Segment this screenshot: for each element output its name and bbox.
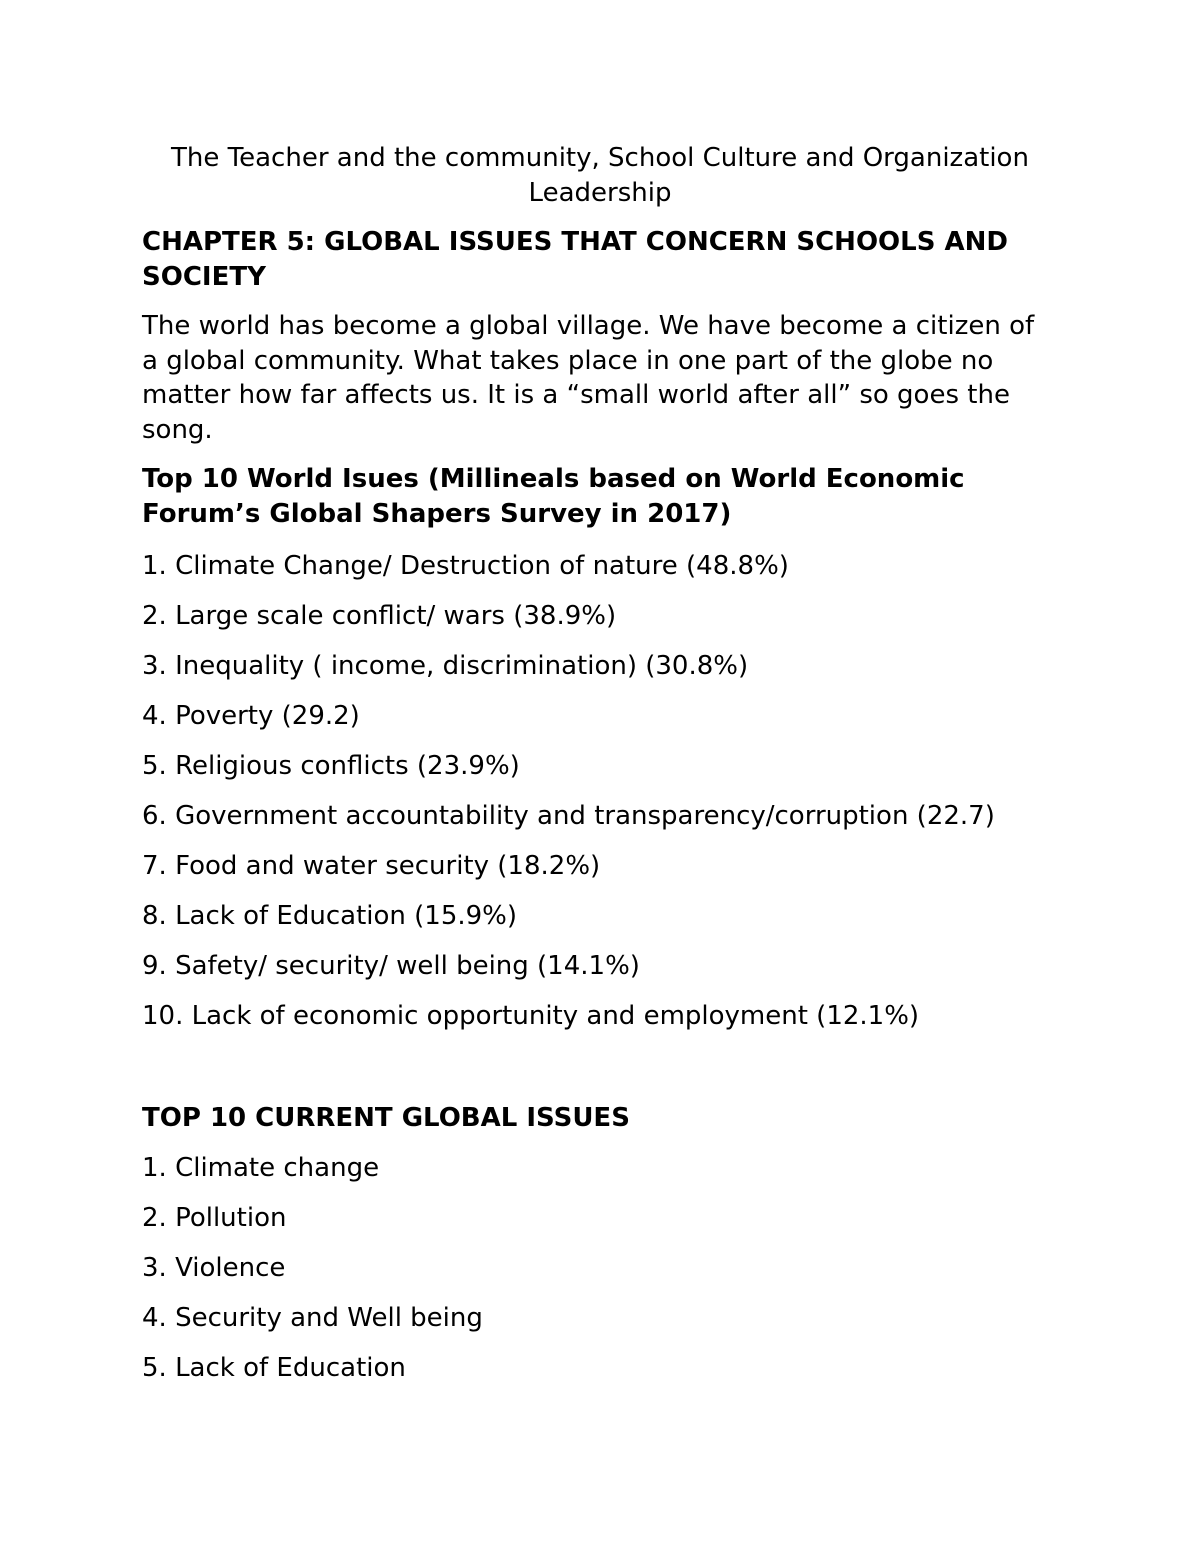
blank-line — [142, 1034, 1058, 1084]
world-issues-heading: Top 10 World Isues (Millineals based on World Economic Forum’s Global Shapers Survey in 2017) — [142, 464, 965, 529]
intro-paragraph: The world has become a global village. We have become a citizen of a global community. What takes place in one part of the globe no matter how far affects us. It is a “small world after all” so goes the song. — [142, 311, 1035, 445]
current-issues-list — [142, 1151, 1058, 1386]
list-item: 1. Climate change — [142, 1152, 380, 1183]
list-item: 1. Climate Change/ Destruction of nature (48.8%) — [142, 551, 789, 581]
current-issues-heading: TOP 10 CURRENT GLOBAL ISSUES — [142, 1102, 630, 1133]
list-item: 5. Religious conflicts (23.9%) — [142, 751, 520, 781]
document-title-line2: Leadership — [528, 177, 672, 208]
list-item: 7. Food and water security (18.2%) — [142, 851, 601, 881]
list-item: 2. Pollution — [142, 1202, 287, 1233]
document-page — [142, 141, 1058, 1385]
document-title-line1: The Teacher and the community, School Culture and Organization — [171, 143, 1029, 173]
world-issues-list — [142, 549, 1058, 1034]
document-title — [142, 141, 1058, 210]
list-item: 2. Large scale conflict/ wars (38.9%) — [142, 601, 617, 631]
chapter-heading: CHAPTER 5: GLOBAL ISSUES THAT CONCERN SCHOOLS AND SOCIETY — [142, 227, 1008, 292]
list-item: 4. Security and Well being — [142, 1302, 483, 1333]
list-item: 5. Lack of Education — [142, 1352, 406, 1383]
list-item: 3. Inequality ( income, discrimination) (30.8%) — [142, 651, 749, 681]
list-item: 10. Lack of economic opportunity and employment (12.1%) — [142, 1001, 920, 1031]
list-item: 3. Violence — [142, 1252, 286, 1283]
list-item: 4. Poverty (29.2) — [142, 701, 360, 731]
list-item: 6. Government accountability and transparency/corruption (22.7) — [142, 801, 995, 831]
list-item: 9. Safety/ security/ well being (14.1%) — [142, 951, 640, 981]
list-item: 8. Lack of Education (15.9%) — [142, 901, 518, 931]
